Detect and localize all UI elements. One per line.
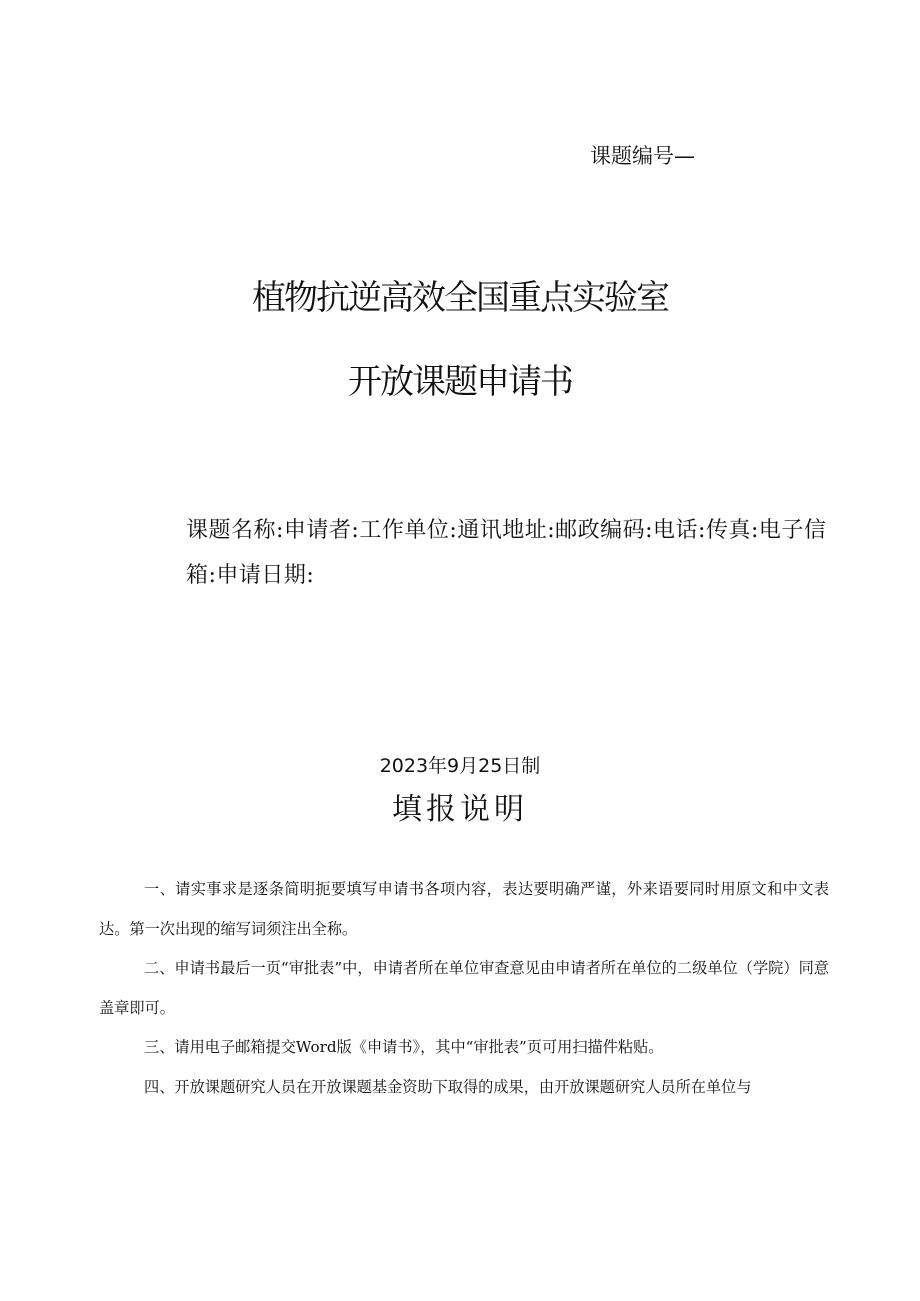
document-title: 植物抗逆高效全国重点实验室	[252, 278, 668, 318]
instruction-item: 一、请实事求是逐条简明扼要填写申请书各项内容，表达要明确严谨，外来语要同时用原文和中文表达。第一次出现的缩写词须注出全称。	[99, 880, 829, 938]
document-subtitle: 开放课题申请书	[348, 362, 572, 402]
instruction-item: 三、请用电子邮箱提交Word版《申请书》，其中“审批表”页可用扫描件粘贴。	[144, 1038, 664, 1056]
instructions-list	[99, 870, 829, 1107]
instruction-item: 四、开放课题研究人员在开放课题基金资助下取得的成果，由开放课题研究人员所在单位与	[144, 1077, 752, 1096]
instruction-item: 二、申请书最后一页“审批表”中，申请者所在单位审查意见由申请者所在单位的二级单位（学院）同意盖章即可。	[99, 959, 829, 1017]
instructions-title: 填报说明	[392, 792, 528, 827]
application-fields: 课题名称:申请者:工作单位:通讯地址:邮政编码:电话:传真:电子信箱:申请日期:	[186, 518, 827, 588]
project-number-label: 课题编号—	[590, 144, 695, 168]
made-date: 2023年9月25日制	[379, 755, 541, 777]
